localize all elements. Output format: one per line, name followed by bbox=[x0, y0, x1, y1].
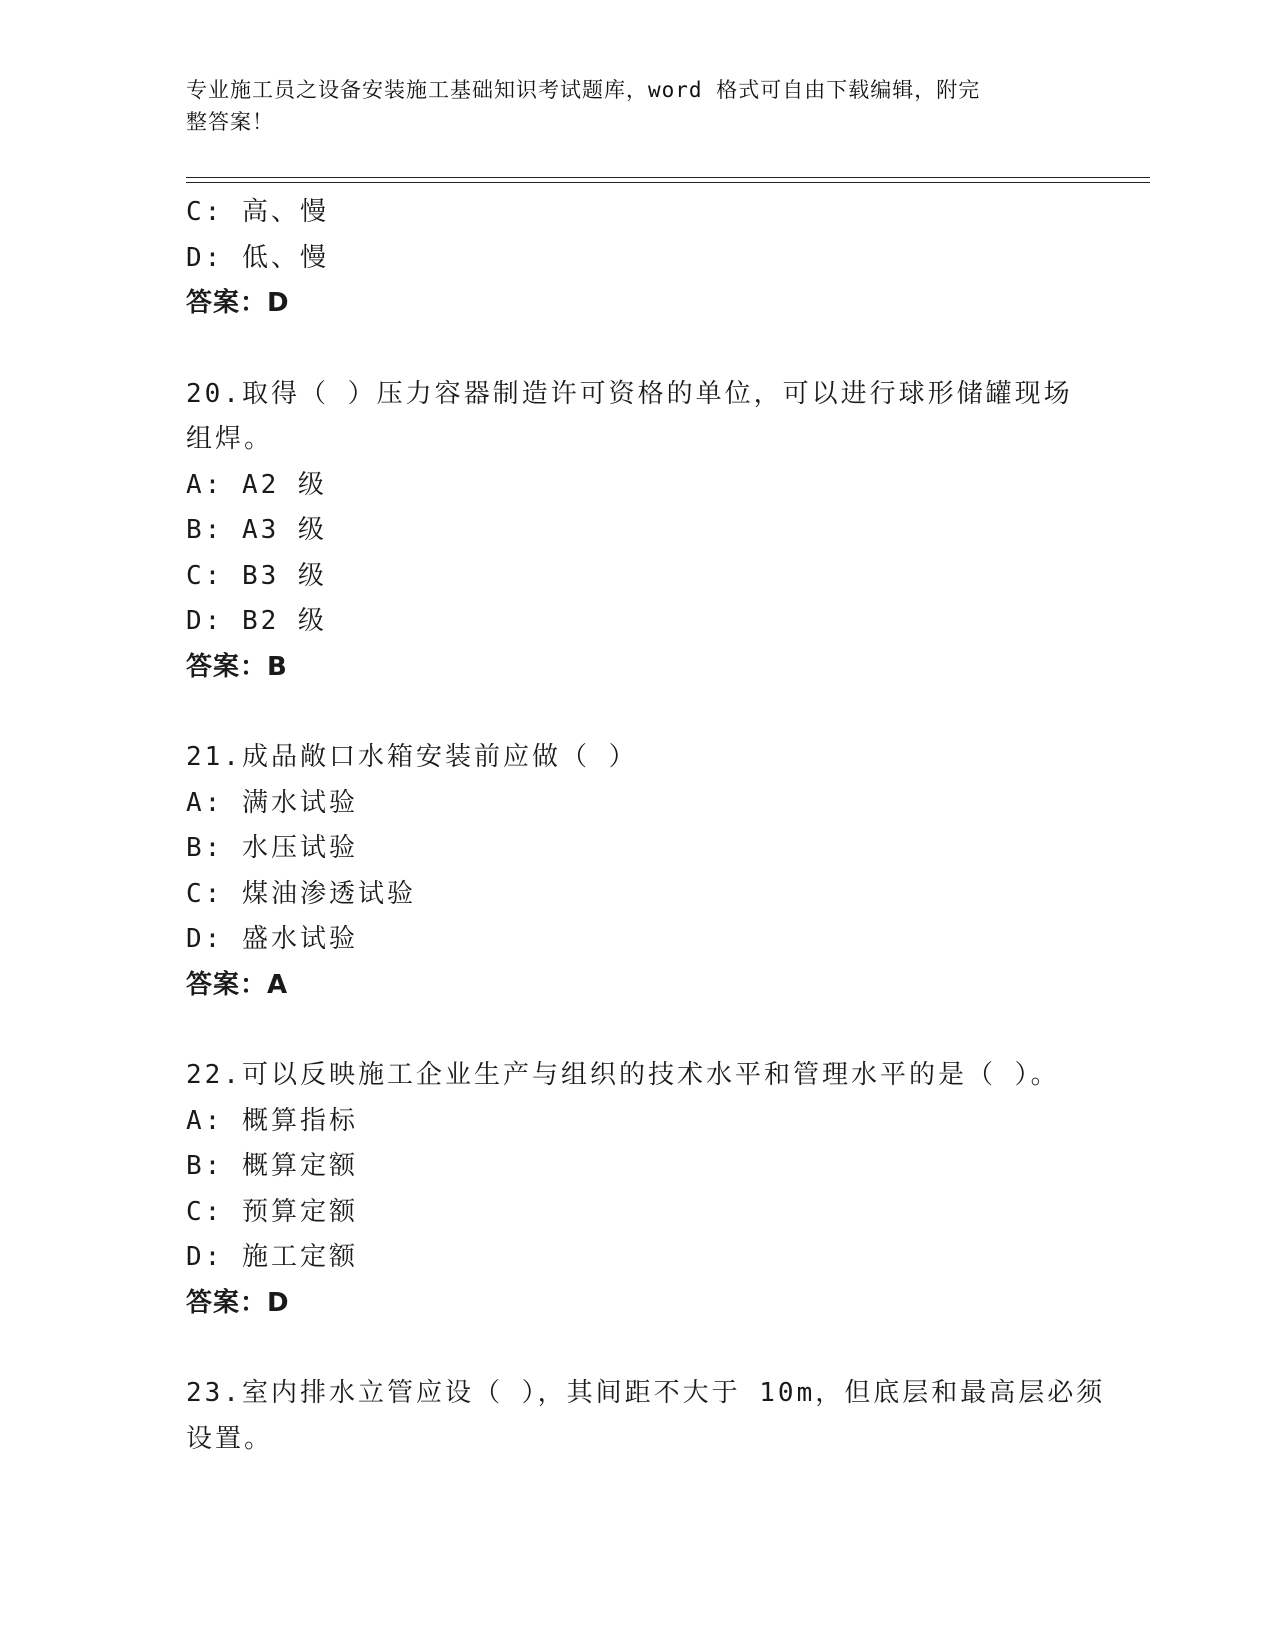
option-c: C: 煤油渗透试验 bbox=[186, 878, 416, 909]
answer-label: 答案：B bbox=[186, 651, 288, 682]
option-c: C: 高、慢 bbox=[186, 197, 329, 227]
spacer bbox=[186, 1008, 1086, 1053]
spacer bbox=[186, 1326, 1086, 1371]
option-d: D: 盛水试验 bbox=[186, 924, 358, 954]
answer-label: 答案：D bbox=[186, 1287, 290, 1318]
question-stem-line-1: 23.室内排水立管应设（ ），其间距不大于 10m，但底层和最高层必须 bbox=[186, 1378, 1106, 1408]
option-b: B: 水压试验 bbox=[186, 833, 358, 863]
option-b: B: 概算定额 bbox=[186, 1151, 358, 1181]
header-title-line-2: 整答案！ bbox=[186, 110, 274, 134]
header-divider-bottom bbox=[186, 182, 1150, 183]
spacer bbox=[186, 690, 1086, 735]
question-stem: 21.成品敞口水箱安装前应做（ ） bbox=[186, 742, 638, 772]
document-header bbox=[186, 74, 1066, 138]
question-22 bbox=[186, 1053, 1086, 1326]
option-a: A: A2 级 bbox=[186, 469, 327, 500]
option-c: C: 预算定额 bbox=[186, 1196, 358, 1227]
question-stem-line-2: 设置。 bbox=[186, 1423, 274, 1454]
question-20 bbox=[186, 372, 1086, 691]
question-23 bbox=[186, 1371, 1106, 1462]
question-stem: 22.可以反映施工企业生产与组织的技术水平和管理水平的是（ ）。 bbox=[186, 1060, 1060, 1090]
option-d: D: B2 级 bbox=[186, 606, 327, 636]
option-d: D: 施工定额 bbox=[186, 1242, 358, 1272]
option-d: D: 低、慢 bbox=[186, 242, 329, 273]
option-a: A: 满水试验 bbox=[186, 787, 358, 818]
question-stem-line-2: 组焊。 bbox=[186, 424, 274, 454]
question-19 bbox=[186, 190, 1086, 327]
option-a: A: 概算指标 bbox=[186, 1105, 358, 1136]
answer-label: 答案：A bbox=[186, 969, 289, 1000]
option-c: C: B3 级 bbox=[186, 560, 327, 591]
question-list bbox=[186, 190, 1106, 1462]
question-stem-line-1: 20.取得（ ）压力容器制造许可资格的单位，可以进行球形储罐现场 bbox=[186, 378, 1073, 409]
question-21 bbox=[186, 735, 1086, 1008]
answer-label: 答案：D bbox=[186, 288, 290, 318]
header-title-line-1: 专业施工员之设备安装施工基础知识考试题库，word 格式可自由下载编辑，附完 bbox=[186, 78, 981, 102]
spacer bbox=[186, 327, 1086, 372]
header-divider-top bbox=[186, 177, 1150, 178]
option-b: B: A3 级 bbox=[186, 515, 327, 545]
